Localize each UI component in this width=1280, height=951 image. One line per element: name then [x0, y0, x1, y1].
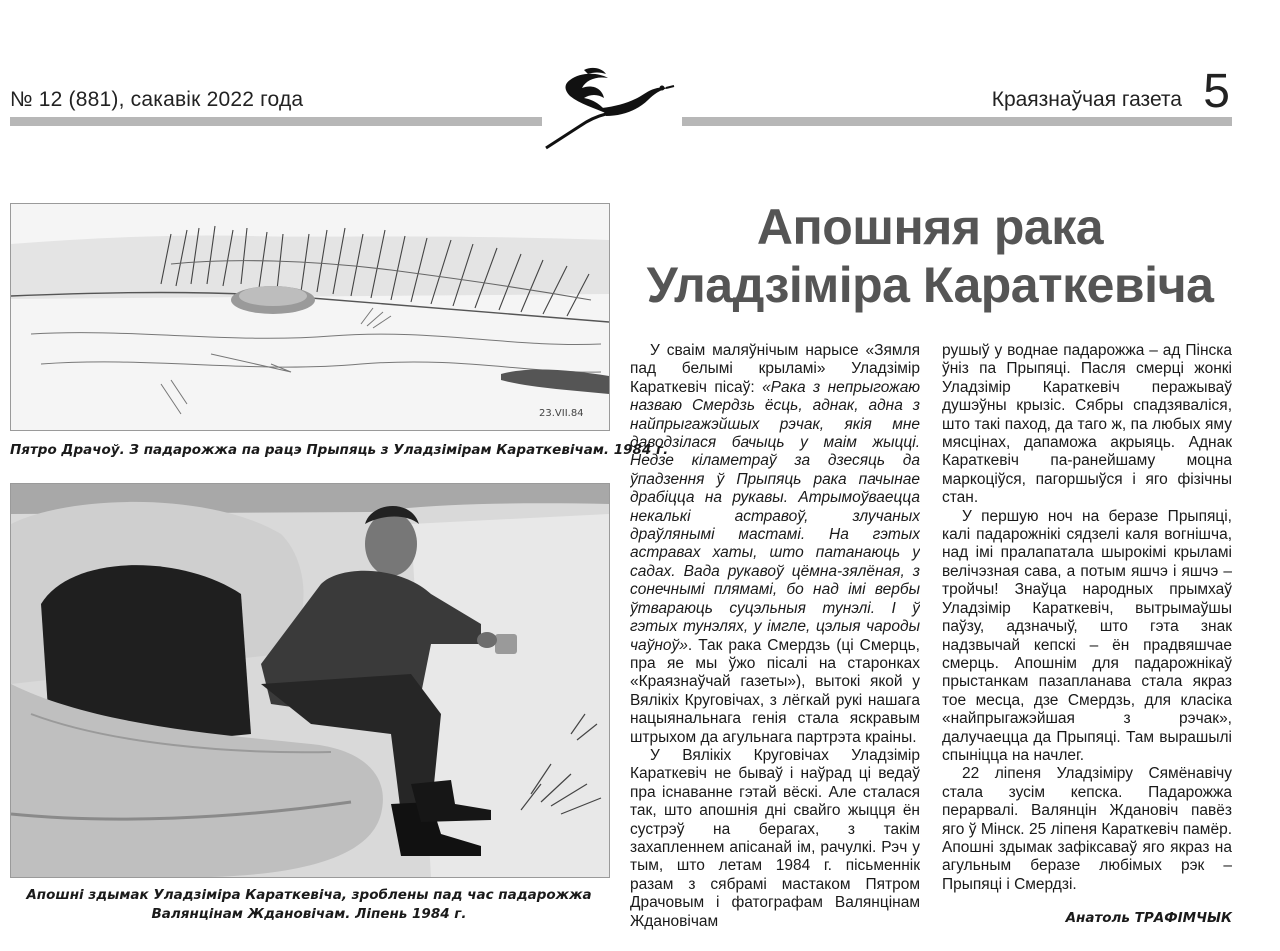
sketch-illustration	[10, 203, 610, 431]
article-paragraph: рушыў у воднае падарожжа – ад Пінска ўніз па Прыпяці. Пасля смерці жонкі Уладзімір Караткевіч перажываў душэўны крызіс. Сябры спадзяваліся, што такі паход, да таго ж, па любых яму мясцінах, дапаможа акрыяць. Аднак Караткевіч па-ранейшаму моцна маркоціўся, пагоршыўся і яго фізічны стан.	[942, 342, 1232, 507]
stork-icon	[540, 64, 675, 152]
header-rule-left	[10, 117, 542, 126]
photo-caption-line-1: Апошні здымак Уладзіміра Караткевіча, зроблены пад час падарожжа	[26, 887, 592, 903]
article-paragraph: 22 ліпеня Уладзіміру Сямёнавічу стала зусім кепска. Падарожжа перарвалі. Валянцін Ждановіч павёз яго ў Мінск. 25 ліпеня Караткевіч памёр. Апошні здымак зафіксаваў яго якраз на агульным беразе любімых рэк – Прыпяці і Смердзі.	[942, 765, 1232, 893]
photo-caption	[10, 886, 608, 924]
photo-caption-line-2: Валянцінам Ждановічам. Ліпень 1984 г.	[151, 906, 467, 922]
last-photo	[10, 483, 610, 878]
sketch-caption: Пятро Драчоў. З падарожжа па рацэ Прыпяць з Уладзімірам Караткевічам. 1984 г.	[10, 442, 669, 458]
article-title-line-1: Апошняя рака	[756, 199, 1104, 255]
sketch-signature: 23.VII.84	[539, 408, 584, 419]
article-paragraph: У Вялікіх Круговічах Уладзімір Караткевіч не бываў і наўрад ці ведаў пра існаванне гэтай вёскі. Але сталася так, што апошнія дні свайго жыцця ён сустрэў на берагах, з такім захапленнем апісанай ім, рачулкі. Рэч у тым, што летам 1984 г. пісьменнік разам з сябрамі мастаком Пятром Драчовым і фатографам Валянцінам Ждановічам	[630, 746, 920, 930]
issue-info: № 12 (881), сакавік 2022 года	[10, 88, 304, 111]
paragraph-text: . Так рака Смердзь (ці Смерць, пра яе мы ўжо пісалі на старонках «Краязнаўчай газеты»), вытокі якой у Вялікіх Круговічах, з лёгкай рукі нашага нацыянальнага генія стала яскравым штрыхом да агульнага партрэта краіны.	[630, 636, 920, 746]
article-paragraph	[630, 342, 920, 747]
article-paragraph: У першую ноч на беразе Прыпяці, калі падарожнікі сядзелі каля вогнішча, над імі пралапатала шырокімі крыламі велічэзная сава, а потым яшчэ і яшчэ – тройчы! Знаўца народных прымхаў Уладзімір Караткевіч, вытрымаўшы паўзу, адзначыў, што гэта знак надзвычай кепскі – ён прадвяшчае смерць. Апошнім для падарожнікаў прыстанкам пазапланава стала якраз тое месца, дзе Смердзь, для класіка «найпрыгажэйшая з рэчак», далучаецца да Прыпяці. Там вырашылі спыніцца на начлег.	[942, 507, 1232, 764]
article-column-2	[942, 342, 1232, 932]
page-number: 5	[1203, 65, 1230, 118]
paragraph-text: У сваім маляўнічым нарысе «Зямля пад белымі крыламі» Уладзімір Караткевіч пісаў:	[630, 342, 920, 396]
author-byline: Анатоль ТРАФІМЧЫК	[1065, 910, 1232, 926]
quote-text: «Рака з непрыгожаю назваю Смердзь ёсць, аднак, адна з найпрыгажэйшых рэчак, якія мне даводзілася бачыць у маім жыцці. Недзе кіламетраў за дзесяць да ўпадзення ў Прыпяць рака пачынае драбіцца на рукавы. Атрымоўваецца некалькі астравоў, злучаных драўлянымі мастамі. На гэтых астравах хаты, што патанаюць у садах. Вада рукавоў цёмна-зялёная, з сонечнымі плямамі, бо над імі вербы ўтвараюць суцэльныя тунэлі. І ў гэтых тунэлях, у імгле, цэлыя чароды чаўноў»	[630, 378, 920, 654]
header-rule-right	[682, 117, 1232, 126]
article-column-1	[630, 342, 920, 932]
article-title-line-2: Уладзіміра Караткевіча	[646, 257, 1214, 313]
article-title	[628, 198, 1232, 314]
newspaper-name: Краязнаўчая газета	[991, 88, 1182, 111]
